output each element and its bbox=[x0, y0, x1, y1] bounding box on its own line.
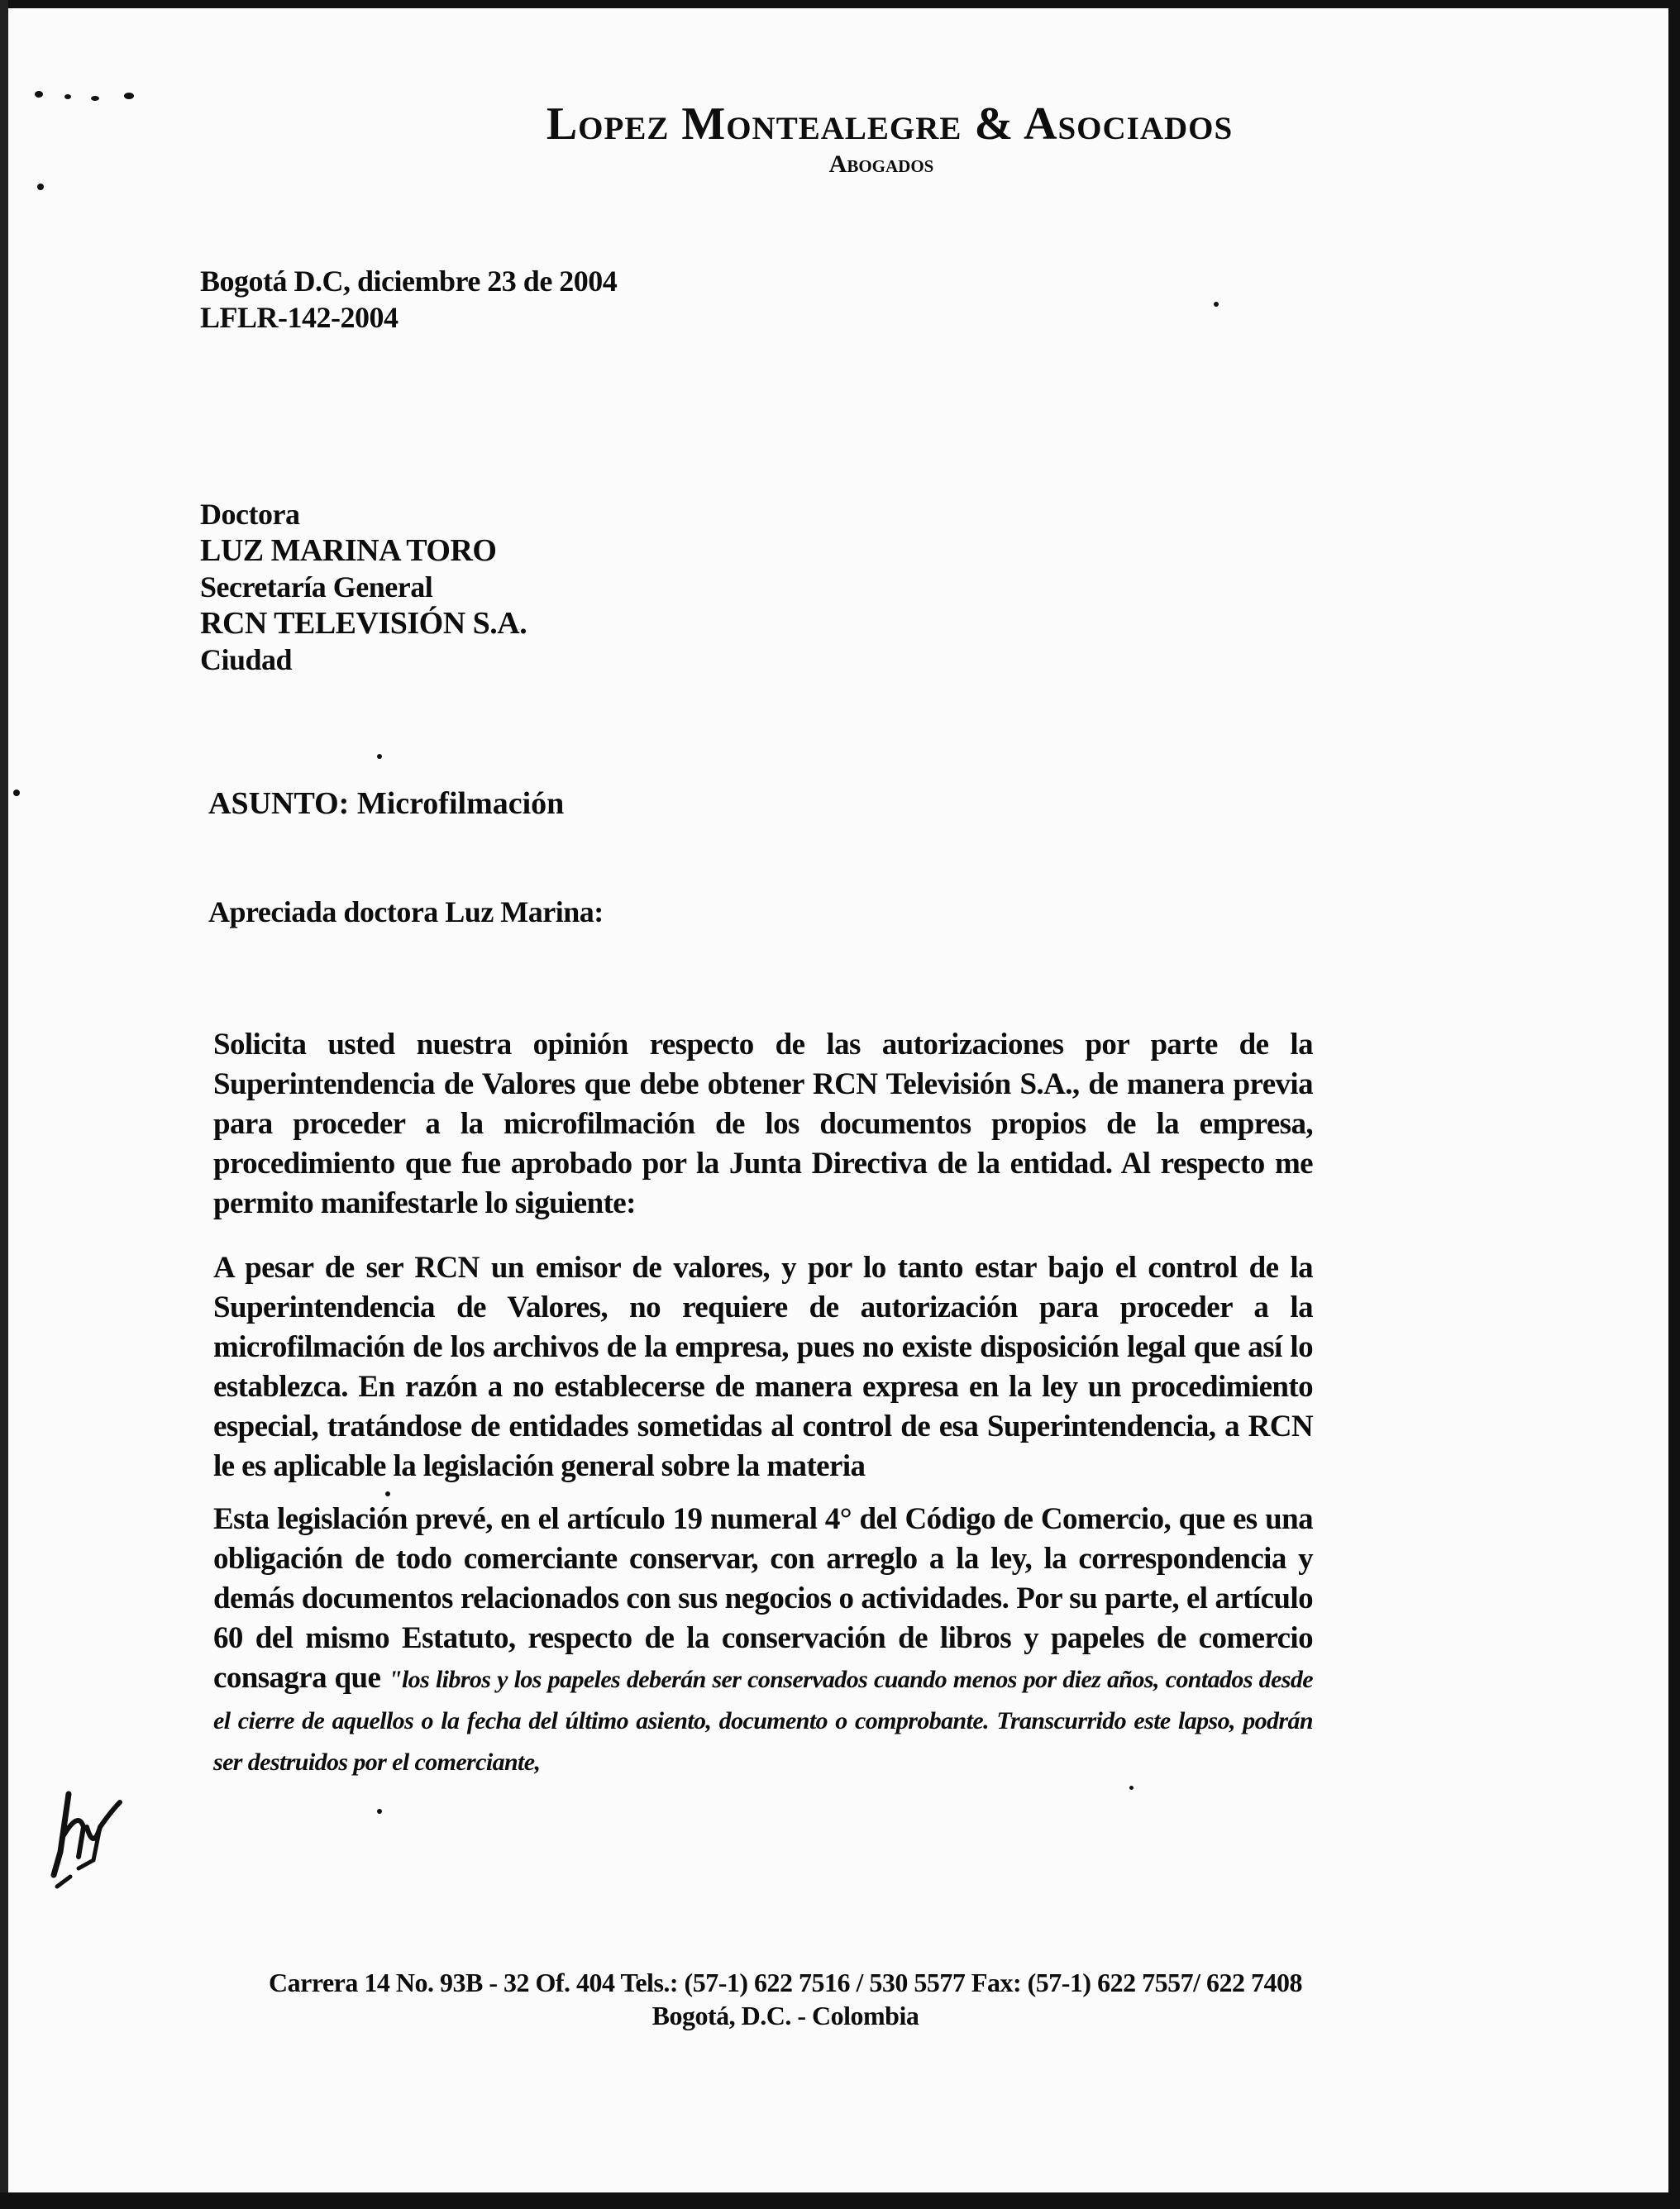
handwritten-initials bbox=[45, 1777, 136, 1893]
reference-code: LFLR-142-2004 bbox=[200, 301, 399, 334]
scan-speck bbox=[377, 754, 382, 759]
body-paragraph-1: Solicita usted nuestra opinión respecto de las autorizaciones por parte de la Superintendencia de Valores que debe obtener RCN Televisión S.A., de manera previa para proceder a la microfilmación de los documentos propios de la empresa, procedimiento que fue aprobado por la Junta Directiva de la entidad. Al respecto me permito manifestarle lo siguiente: bbox=[213, 1028, 1313, 1220]
scan-speck bbox=[13, 790, 20, 796]
recipient-city: Ciudad bbox=[200, 643, 293, 676]
paragraph-3-text: Esta legislación prevé, en el artículo 19 numeral 4° del Código de Comercio, que es una obligación de todo comerciante conservar, con arreglo a la ley, la correspondencia y demás documentos relacionados con sus negocios o actividades. Por su parte, el artículo 60 del mismo Estatuto, respecto de la conservación de libros y papeles de comercio consagra que bbox=[213, 1502, 1313, 1695]
scan-speck bbox=[35, 91, 43, 98]
scan-edge-top bbox=[0, 0, 1680, 8]
scan-speck bbox=[377, 1809, 382, 1814]
salutation: Apreciada doctora Luz Marina: bbox=[208, 895, 604, 928]
recipient-name: LUZ MARINA TORO bbox=[200, 533, 497, 568]
scan-edge-left bbox=[0, 0, 8, 2209]
body-paragraph-2: A pesar de ser RCN un emisor de valores, y por lo tanto estar bajo el control de la Superintendencia de Valores, no requiere de autorización para proceder a la microfilmación de los archivos de la empresa, pues no existe disposición legal que así lo establezca. En razón a no establecerse de manera expresa en la ley un procedimiento especial, tratándose de entidades sometidas al control de esa Superintendencia, a RCN le es aplicable la legislación general sobre la materia bbox=[213, 1251, 1313, 1483]
recipient-block bbox=[200, 496, 527, 678]
date-reference-block bbox=[200, 263, 617, 336]
recipient-position: Secretaría General bbox=[200, 570, 433, 604]
footer-address: Carrera 14 No. 93B - 32 Of. 404 Tels.: (57-1) 622 7516 / 530 5577 Fax: (57-1) 622 7557/ 622 7408 bbox=[269, 1968, 1302, 1997]
footer-city: Bogotá, D.C. - Colombia bbox=[651, 2001, 919, 2030]
scan-speck bbox=[1129, 1786, 1134, 1790]
recipient-company: RCN TELEVISIÓN S.A. bbox=[200, 606, 527, 641]
firm-name: Lopez Montealegre & Asociados bbox=[546, 98, 1234, 150]
scan-edge-right bbox=[1668, 0, 1680, 2209]
letterhead-footer bbox=[165, 1966, 1406, 2032]
firm-subtitle: Abogados bbox=[828, 150, 934, 178]
scan-speck bbox=[37, 184, 44, 190]
body-paragraph-3 bbox=[213, 1500, 1313, 1782]
recipient-title: Doctora bbox=[200, 498, 300, 531]
scan-speck bbox=[385, 1491, 390, 1496]
letterhead bbox=[0, 98, 1680, 179]
date-line: Bogotá D.C, diciembre 23 de 2004 bbox=[200, 265, 618, 298]
legal-quote: "los libros y los papeles deberán ser conservados cuando menos por diez años, contados desde el cierre de aquellos o la fecha del último asiento, documento o comprobante. Transcurrido este lapso, podrán ser destruidos por el comerciante, bbox=[213, 1666, 1313, 1776]
scan-edge-bottom bbox=[0, 2192, 1680, 2209]
scan-speck bbox=[1214, 302, 1219, 307]
subject-line: ASUNTO: Microfilmación bbox=[208, 786, 565, 821]
